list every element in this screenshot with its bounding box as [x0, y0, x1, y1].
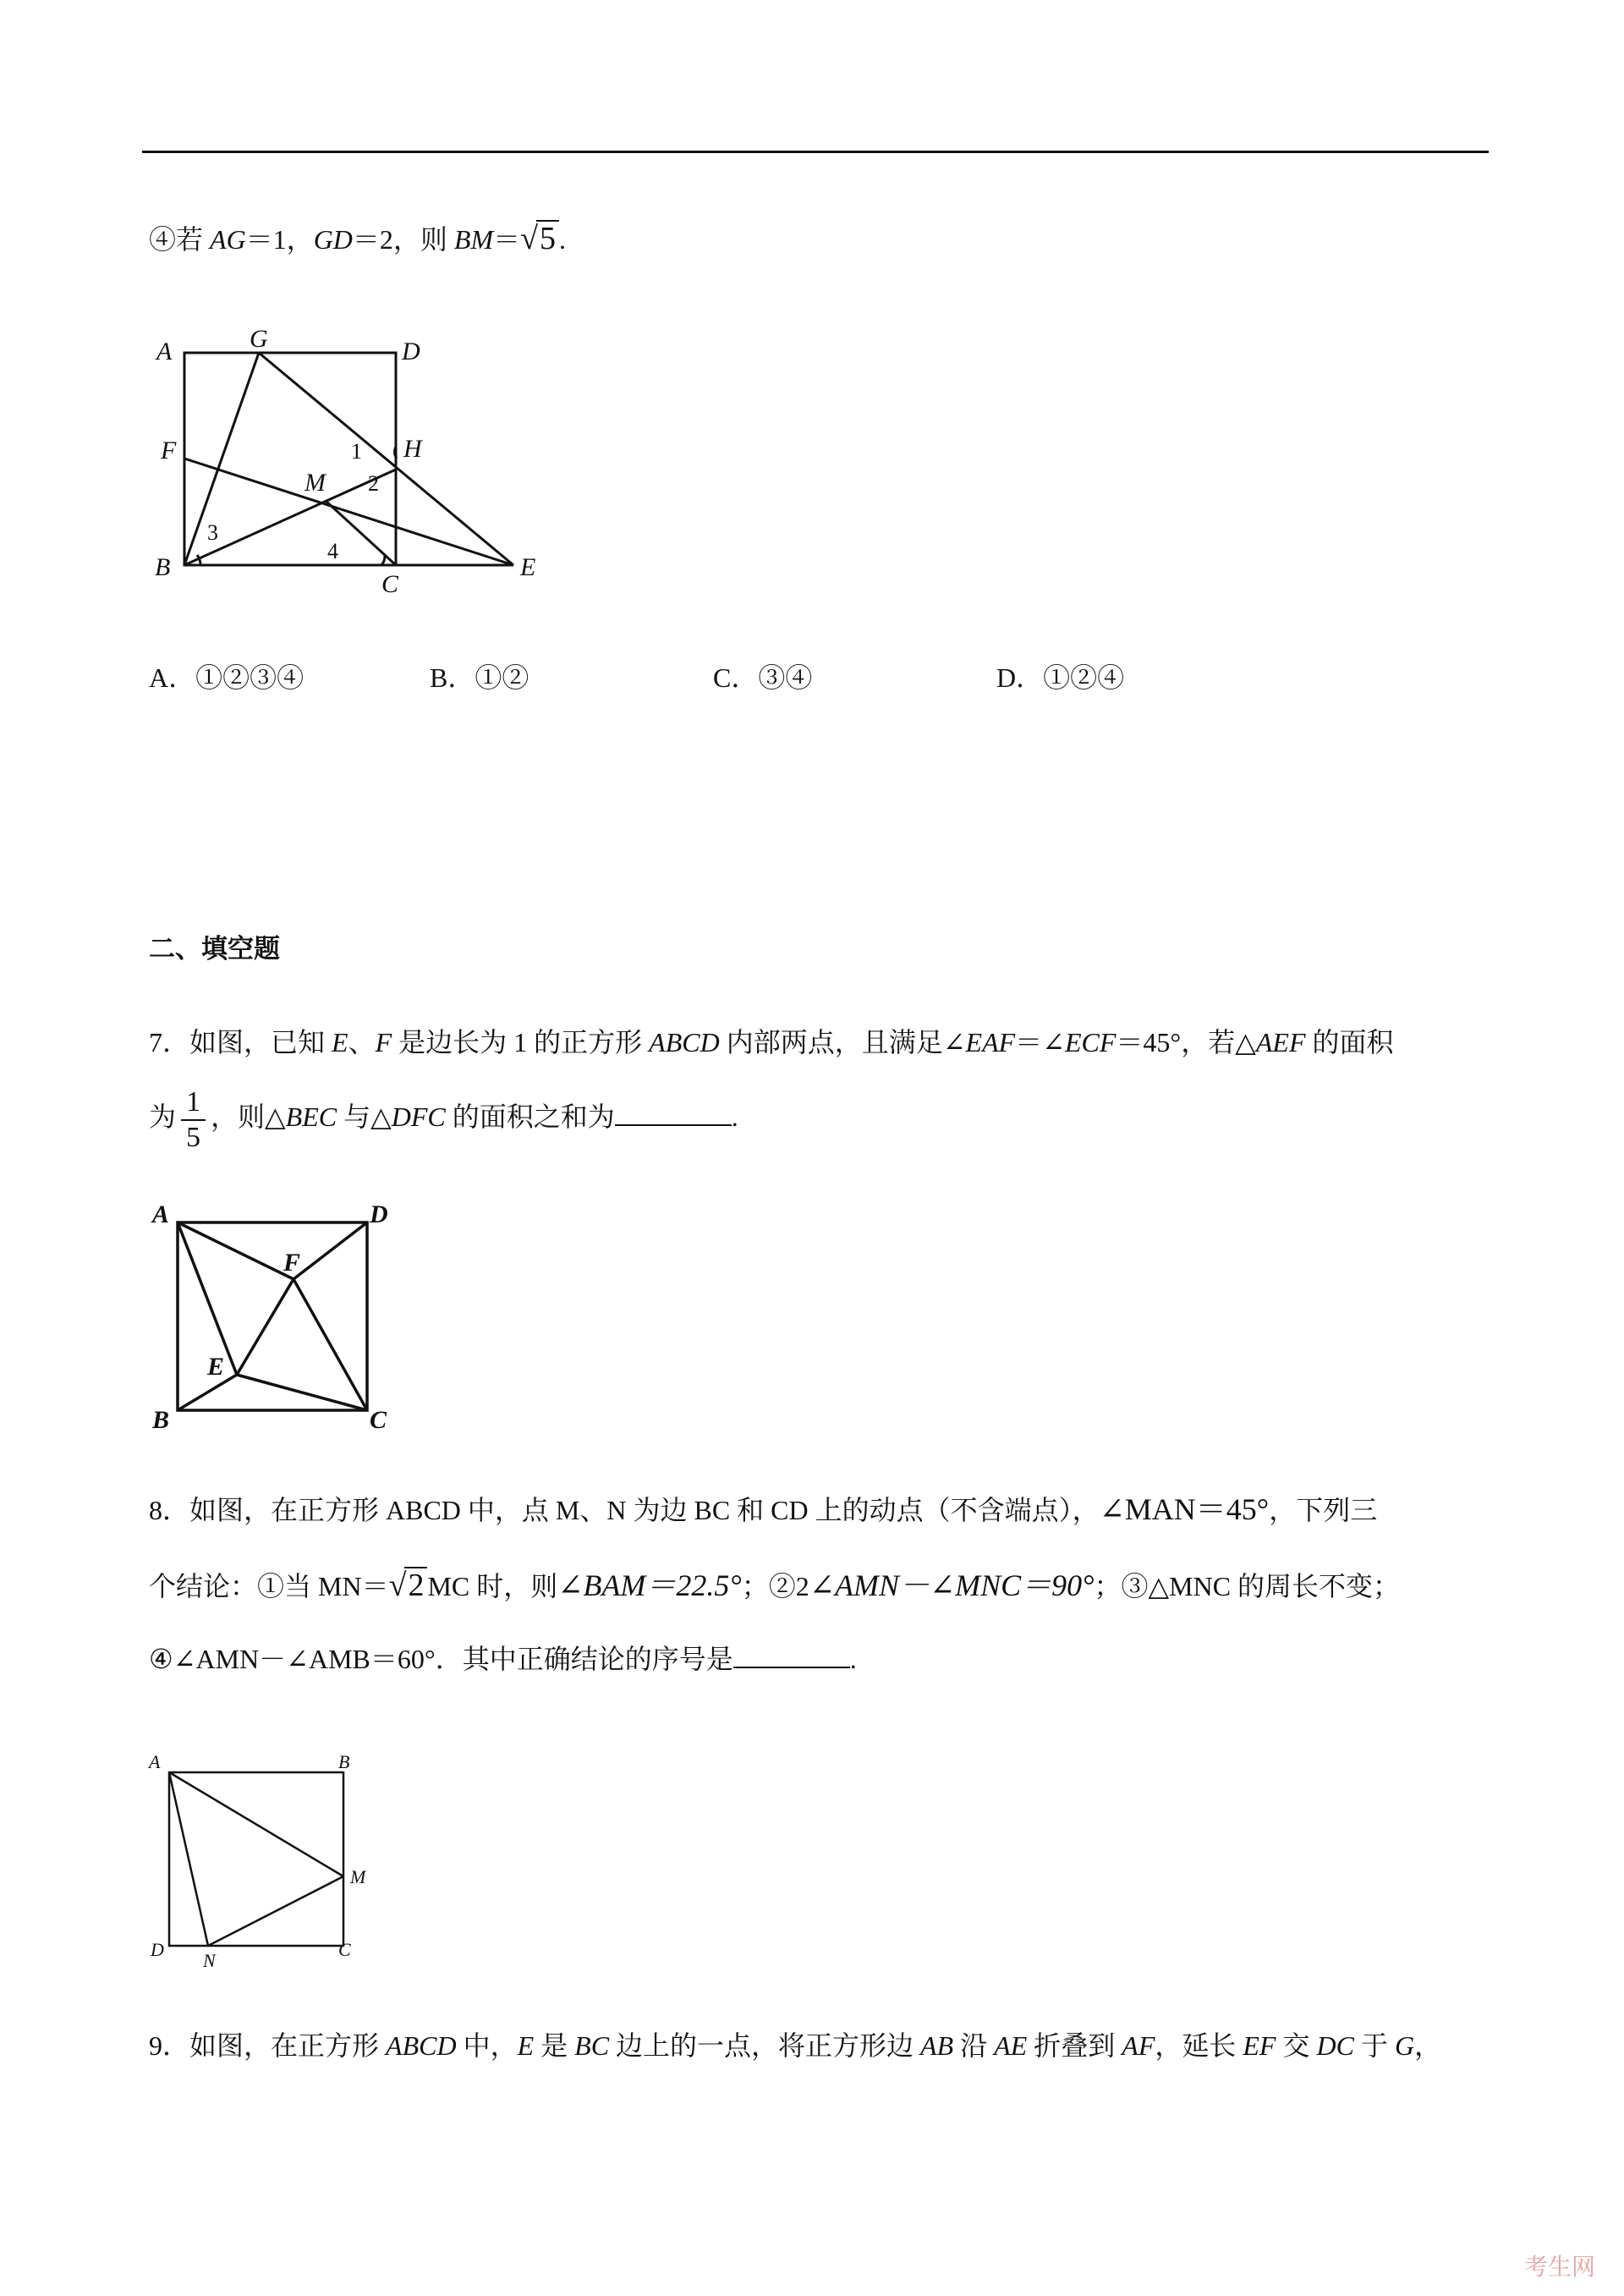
- sqrt-2: √2: [389, 1567, 428, 1602]
- label-A: A: [149, 1751, 161, 1772]
- label-A: A: [156, 338, 173, 365]
- q9-line-1: 9．如图，在正方形 ABCD 中，E 是 BC 边上的一点，将正方形边 AB 沿 AE 折叠到 AF，延长 EF 交 DC 于 G，: [149, 2030, 1442, 2061]
- q8-line-1: 8．如图，在正方形 ABCD 中，点 M、N 为边 BC 和 CD 上的动点（不含端点），∠MAN＝45°，下列三: [149, 1492, 1378, 1526]
- fraction-1-5: $\frac{1}{5}$: [181, 1085, 206, 1155]
- label-B: B: [152, 1406, 170, 1434]
- angle-1-label: 1: [351, 439, 362, 464]
- answer-blank-q7[interactable]: [615, 1099, 732, 1126]
- figure-square-agdc: [148, 321, 554, 601]
- label-C: C: [370, 1406, 387, 1434]
- q8-line-2: 个结论：①当 MN＝√2 MC 时，则∠BAM＝22.5°；②2∠AMN－∠MNC＝90°；③△MNC 的周长不变；: [149, 1568, 1401, 1603]
- label-M: M: [350, 1866, 366, 1887]
- angle-4-label: 4: [327, 539, 338, 563]
- statement-4: ④若 AG＝1，GD＝2，则 BM＝√5 .: [149, 221, 566, 256]
- figure-square-abcd-mn: [144, 1743, 381, 1971]
- label-F: F: [161, 437, 177, 464]
- label-E: E: [520, 553, 536, 581]
- option-c[interactable]: C．③④: [713, 662, 813, 693]
- label-C: C: [338, 1939, 351, 1960]
- top-rule: [142, 151, 1489, 153]
- label-N: N: [203, 1950, 216, 1971]
- label-D: D: [370, 1200, 388, 1228]
- option-a[interactable]: A．①②③④: [149, 662, 304, 693]
- label-E: E: [207, 1353, 225, 1381]
- label-G: G: [250, 325, 268, 353]
- q7-line-2: 为 $\frac{1}{5}$ ，则△BEC 与△DFC 的面积之和为 .: [149, 1085, 738, 1153]
- answer-blank-q8[interactable]: [733, 1641, 850, 1668]
- label-D: D: [402, 338, 420, 365]
- figure-square-abcd-ef: [148, 1193, 402, 1438]
- section-title: 二、填空题: [149, 934, 280, 964]
- option-b[interactable]: B．①②: [430, 662, 529, 693]
- watermark-logo: 考生网: [1523, 2253, 1595, 2281]
- label-A: A: [152, 1200, 170, 1228]
- label-H: H: [403, 435, 422, 463]
- label-M: M: [304, 469, 326, 497]
- label-F: F: [283, 1249, 301, 1277]
- angle-3-label: 3: [207, 520, 218, 545]
- q8-line-3: ④∠AMN－∠AMB＝60°．其中正确结论的序号是 .: [149, 1641, 857, 1676]
- sqrt-5: √5: [520, 220, 559, 255]
- label-C: C: [381, 570, 399, 598]
- angle-2-label: 2: [368, 471, 379, 496]
- label-B: B: [338, 1751, 350, 1772]
- label-B: B: [155, 553, 171, 581]
- q7-line-1: 7．如图，已知 E、F 是边长为 1 的正方形 ABCD 内部两点，且满足∠EAF＝∠ECF＝45°，若△AEF 的面积: [149, 1027, 1394, 1057]
- label-D: D: [151, 1939, 164, 1960]
- option-d[interactable]: D．①②④: [996, 662, 1125, 693]
